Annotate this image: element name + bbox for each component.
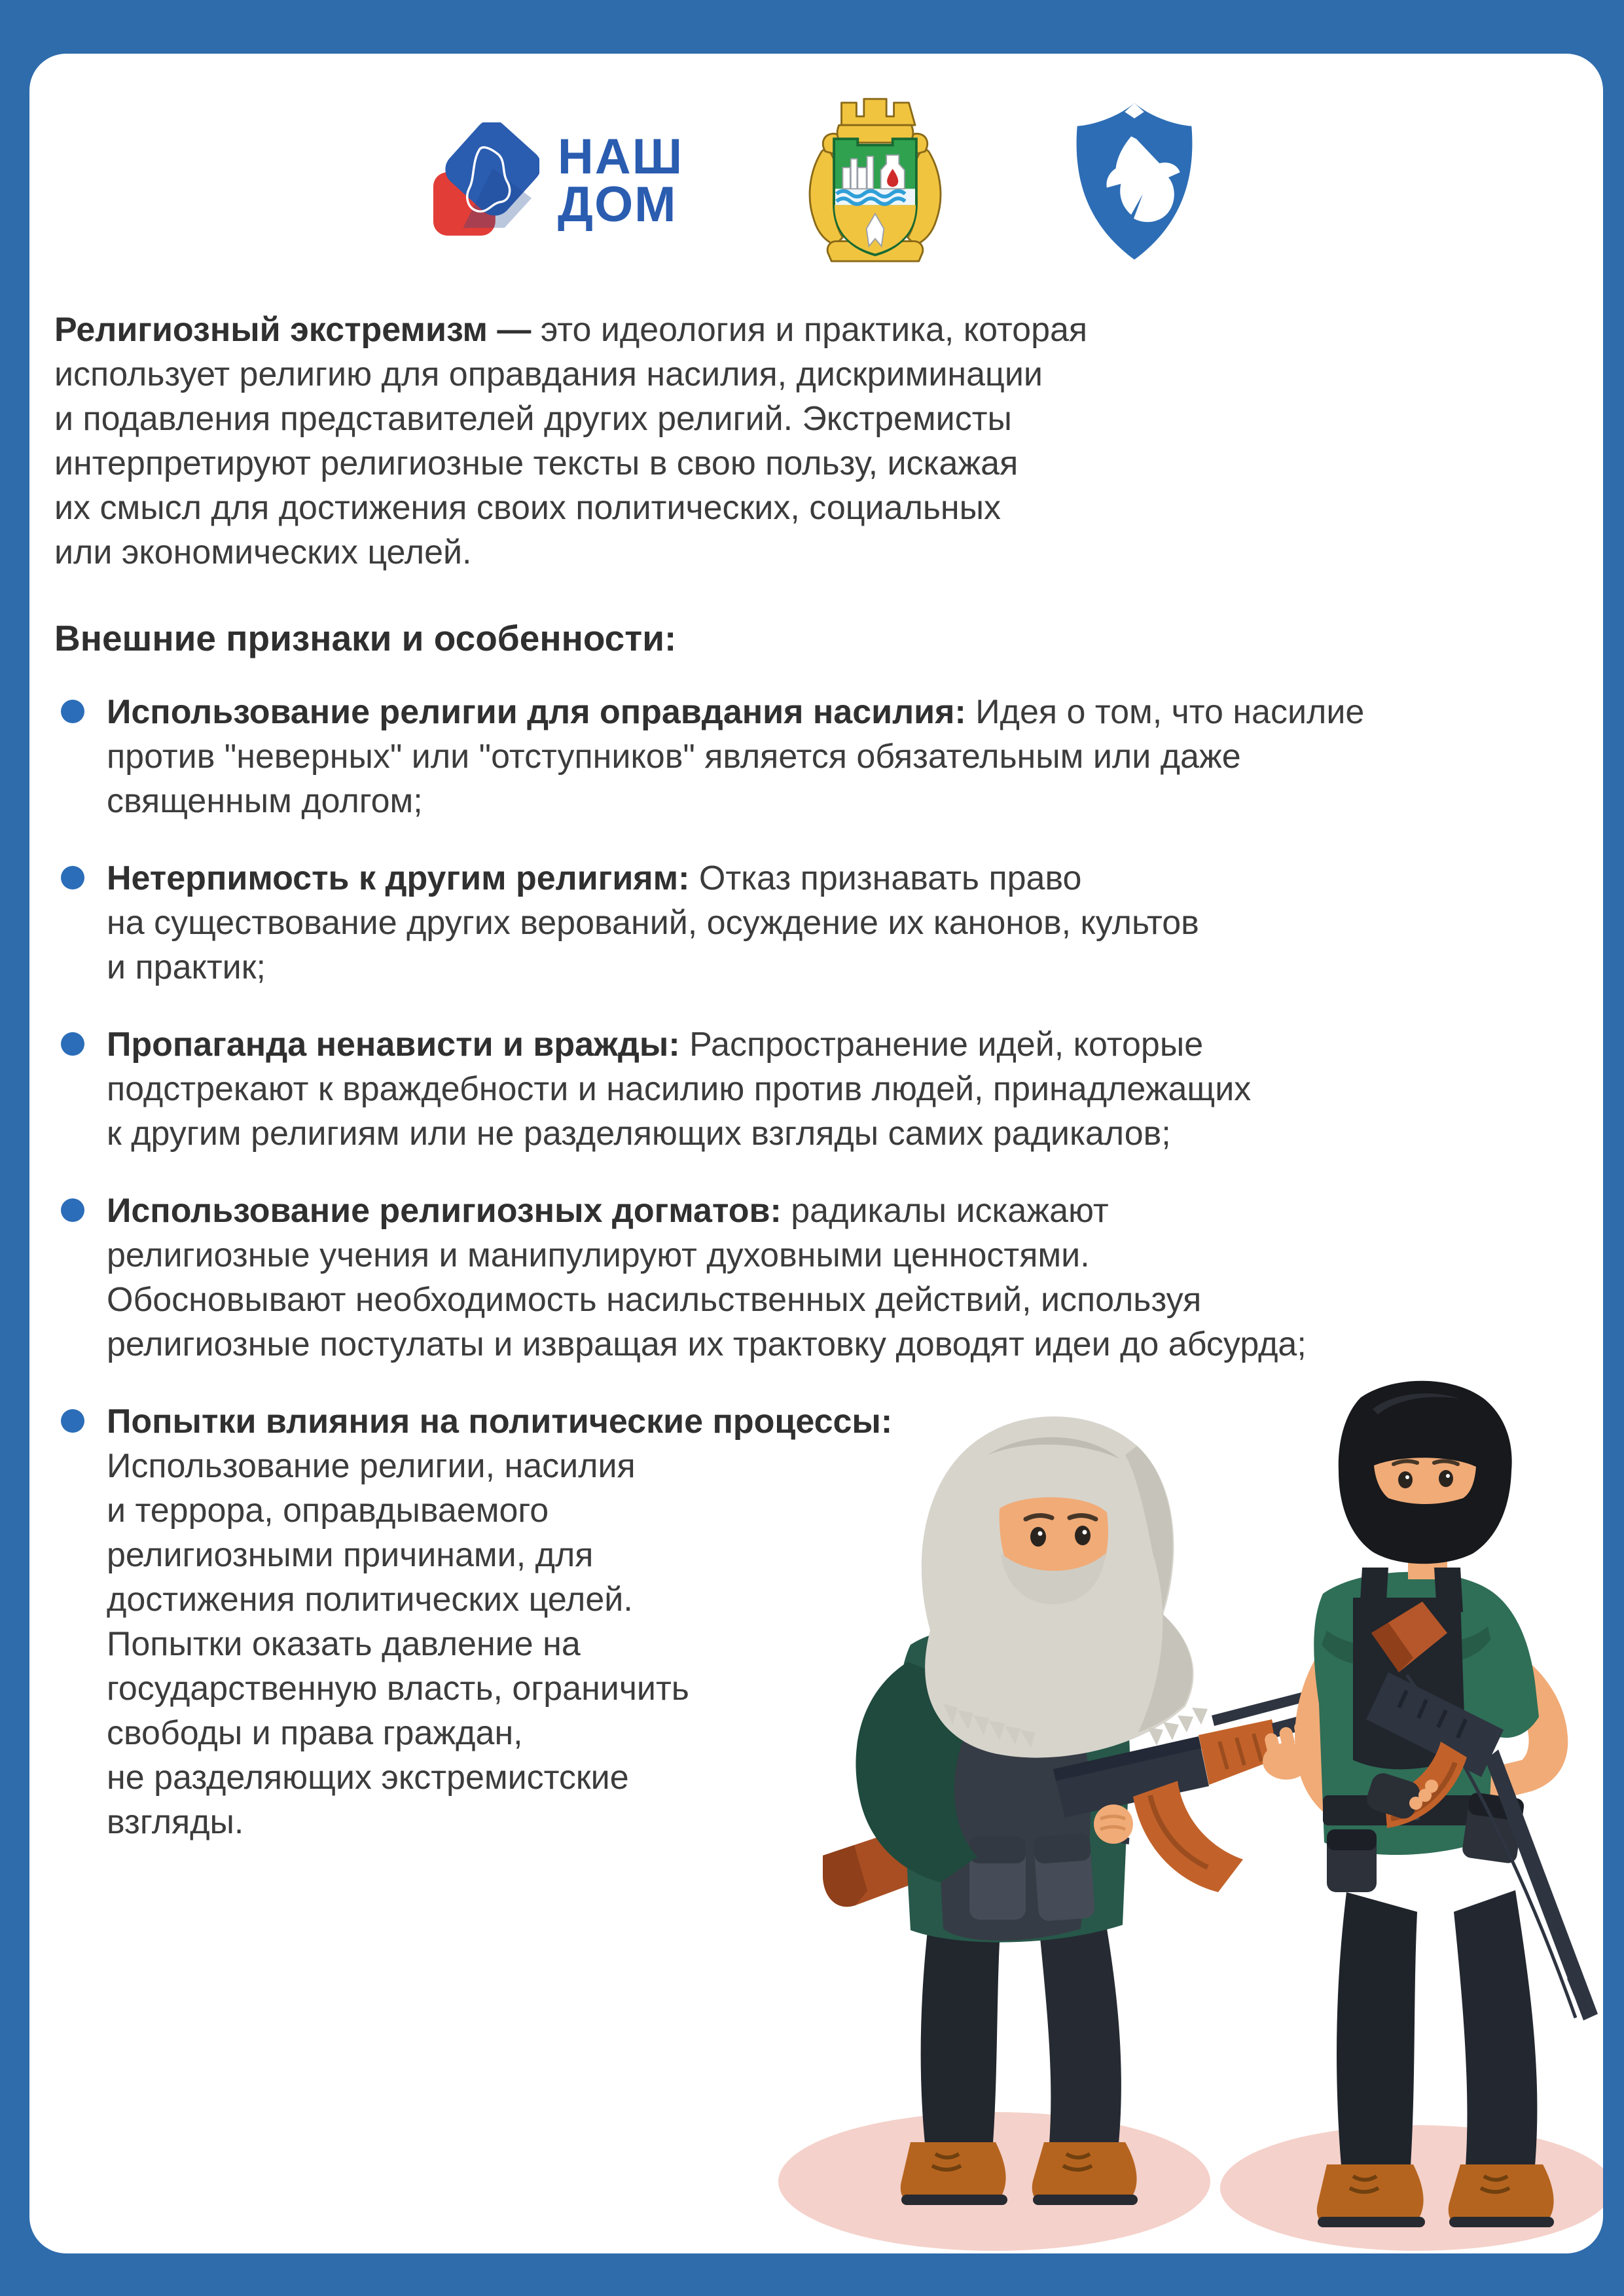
bullet-dot-icon: [61, 1198, 84, 1222]
nash-dom-word-line1: НАШ: [557, 129, 684, 185]
bullet-text: Использование религии для оправдания насилия: Идея о том, что насилие против "неверных" или "отступников" является обязательным или даже священным долгом;: [107, 693, 1365, 820]
bullet-text: Пропаганда ненависти и вражды: Распространение идей, которые подстрекают к враждебности и насилию против людей, принадлежащих к другим религиям или не разделяющих взгляды самих радикалов;: [107, 1026, 1252, 1153]
bullet-item-1: [54, 690, 1577, 823]
intro-line: и подавления представителей других религий. Экстремисты: [54, 400, 1012, 438]
intro-line: использует религию для оправдания насилия, дискриминации: [54, 355, 1043, 393]
nash-dom-wordmark: [557, 129, 684, 232]
intro-line: или экономических целей.: [54, 533, 472, 571]
intro-paragraph: [54, 308, 1577, 575]
bullet-text: Использование религиозных догматов: радикалы искажают религиозные учения и манипулируют духовными ценностями. Обосновывают необходимость насильственных действий, используя религиозные постулаты и извращая их трактовку доводят идеи до абсурда;: [107, 1192, 1307, 1363]
bullet-dot-icon: [61, 1409, 84, 1433]
content-area: [29, 54, 1603, 2253]
bullet-item-2: [54, 856, 1577, 990]
bullet-text: Нетерпимость к другим религиям: Отказ признавать право на существование других верований, осуждение их канонов, культов и практик;: [107, 859, 1199, 986]
bullet-text: Попытки влияния на политические процессы: Использование религии, насилия и террора, оправдываемого религиозными причинами, для достижения политических целей. Попытки оказать давление на государственную власть, ограничить свободы и права граждан, не разделяющих экстремистские взгляды.: [107, 1403, 893, 1841]
bullet-dot-icon: [61, 1032, 84, 1056]
bullet-item-3: [54, 1022, 1577, 1156]
nash-dom-icon: [429, 122, 539, 240]
militants-illustration: [713, 1337, 1603, 2253]
intro-lead-rest: это идеология и практика, которая: [531, 311, 1088, 349]
shield-dove-icon: [1067, 97, 1202, 266]
yekaterinburg-coat-of-arms-icon: [782, 94, 969, 269]
nash-dom-logo: [429, 122, 683, 240]
intro-line: их смысл для достижения своих политических, социальных: [54, 489, 1001, 527]
section-heading: Внешние признаки и особенности:: [54, 618, 677, 658]
nash-dom-word-line2: ДОМ: [557, 177, 677, 232]
intro-lead: Религиозный экстремизм —: [54, 311, 532, 349]
intro-line: интерпретируют религиозные тексты в свою пользу, искажая: [54, 444, 1019, 482]
bullet-dot-icon: [61, 866, 84, 889]
militant-balaclava: [1220, 1381, 1603, 2251]
intro-line: [54, 308, 1577, 352]
bullet-dot-icon: [61, 700, 84, 723]
logo-row: [54, 88, 1577, 275]
